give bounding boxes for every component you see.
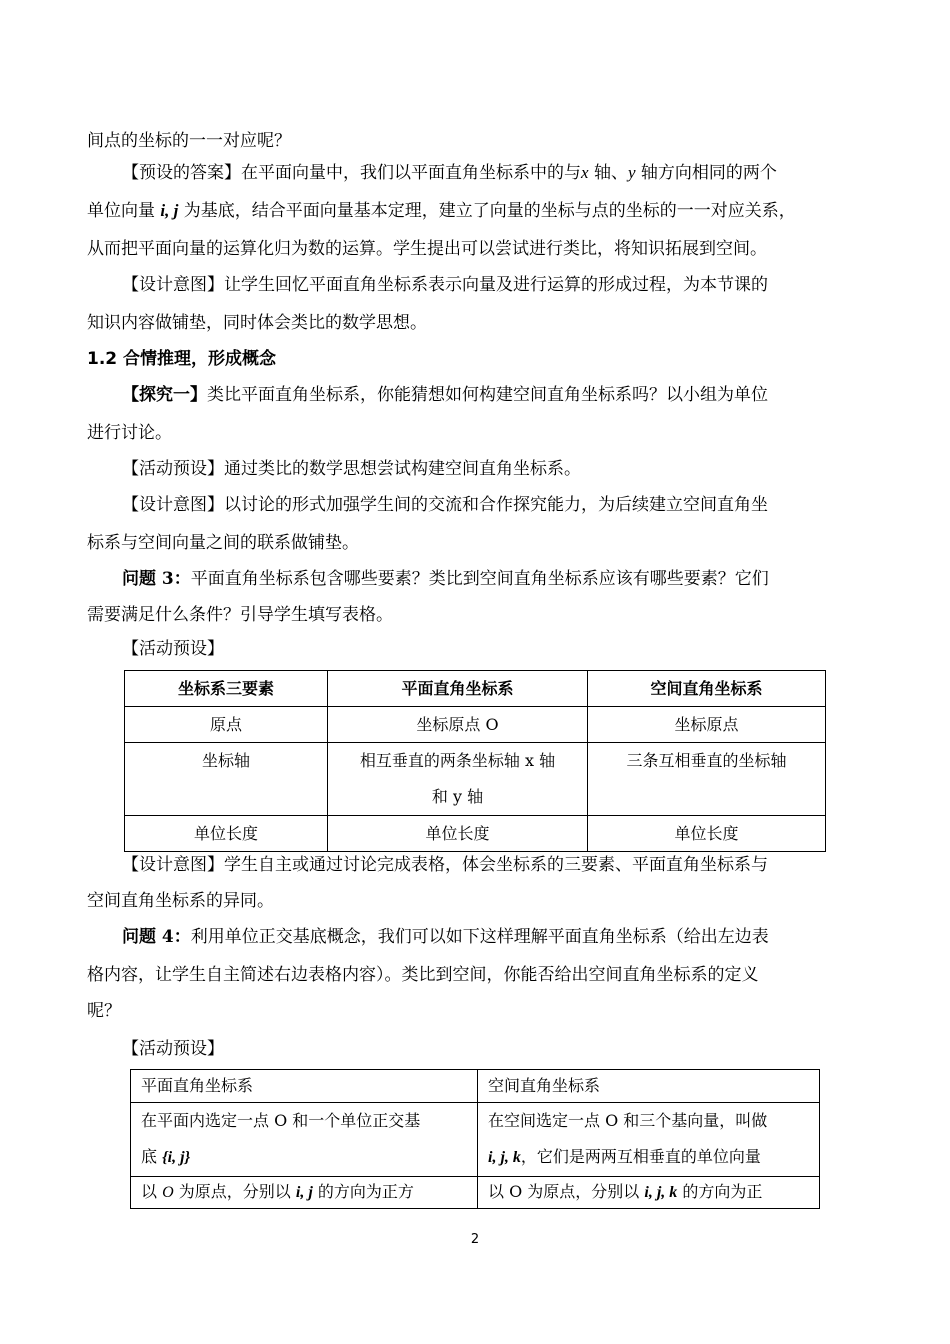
table-cell: 单位长度 [125,816,328,852]
design-intent-line: 【设计意图】让学生回忆平面直角坐标系表示向量及进行运算的形成过程，为本节课的 [122,275,768,295]
table-header: 空间直角坐标系 [588,671,826,707]
question-3-line: 问题 3：平面直角坐标系包含哪些要素？类比到空间直角坐标系应该有哪些要素？它们 [122,569,769,589]
coordinate-elements-table [124,670,826,852]
paragraph-line: 进行讨论。 [87,423,172,443]
table-header: 空间直角坐标系 [478,1070,820,1103]
table-cell: 坐标原点 [588,707,826,743]
design-intent-line: 【设计意图】学生自主或通过讨论完成表格，体会坐标系的三要素、平面直角坐标系与 [122,855,768,875]
table-cell: 以 O 为原点，分别以 i, j 的方向为正方 [131,1177,478,1209]
paragraph-line: 间点的坐标的一一对应呢？ [87,131,291,151]
table-cell: 坐标原点 O [328,707,588,743]
table-header: 平面直角坐标系 [131,1070,478,1103]
table-header: 平面直角坐标系 [328,671,588,707]
section-heading: 1.2 合情推理，形成概念 [87,349,277,369]
paragraph-line: 空间直角坐标系的异同。 [87,891,274,911]
activity-preset-label: 【活动预设】 [122,1039,224,1059]
table-cell: 在平面内选定一点 O 和一个单位正交基 底 {i, j} [131,1103,478,1177]
question-4-line: 问题 4：利用单位正交基底概念，我们可以如下这样理解平面直角坐标系（给出左边表 [122,927,769,947]
paragraph-line: 呢？ [87,1001,121,1021]
table-cell: 原点 [125,707,328,743]
table-cell: 单位长度 [588,816,826,852]
table-cell: 在空间选定一点 O 和三个基向量，叫做 i, j, k，它们是两两互相垂直的单位向量 [478,1103,820,1177]
paragraph-line: 标系与空间向量之间的联系做铺垫。 [87,533,359,553]
page-number: 2 [470,1232,480,1247]
activity-preset-label: 【活动预设】 [122,639,224,659]
paragraph-line: 从而把平面向量的运算化归为数的运算。学生提出可以尝试进行类比，将知识拓展到空间。 [87,239,767,259]
table-cell: 三条互相垂直的坐标轴 [588,743,826,816]
table-cell: 坐标轴 [125,743,328,816]
activity-preset-line: 【活动预设】通过类比的数学思想尝试构建空间直角坐标系。 [122,459,581,479]
table-header: 坐标系三要素 [125,671,328,707]
table-cell: 单位长度 [328,816,588,852]
preset-answer-line: 【预设的答案】在平面向量中，我们以平面直角坐标系中的与x 轴、y 轴方向相同的两个 [122,163,777,183]
explore-line: 【探究一】类比平面直角坐标系，你能猜想如何构建空间直角坐标系吗？以小组为单位 [122,385,768,405]
paragraph-line: 知识内容做铺垫，同时体会类比的数学思想。 [87,313,427,333]
paragraph-line: 需要满足什么条件？引导学生填写表格。 [87,605,393,625]
table-cell: 以 O 为原点，分别以 i, j, k 的方向为正 [478,1177,820,1209]
paragraph-line: 单位向量 i, j 为基底，结合平面向量基本定理，建立了向量的坐标与点的坐标的一一对应关系， [87,201,796,221]
table-cell: 相互垂直的两条坐标轴 x 轴 和 y 轴 [328,743,588,816]
coordinate-definition-table [130,1069,820,1209]
design-intent-line: 【设计意图】以讨论的形式加强学生间的交流和合作探究能力，为后续建立空间直角坐 [122,495,768,515]
paragraph-line: 格内容，让学生自主简述右边表格内容）。类比到空间，你能否给出空间直角坐标系的定义 [87,965,759,985]
